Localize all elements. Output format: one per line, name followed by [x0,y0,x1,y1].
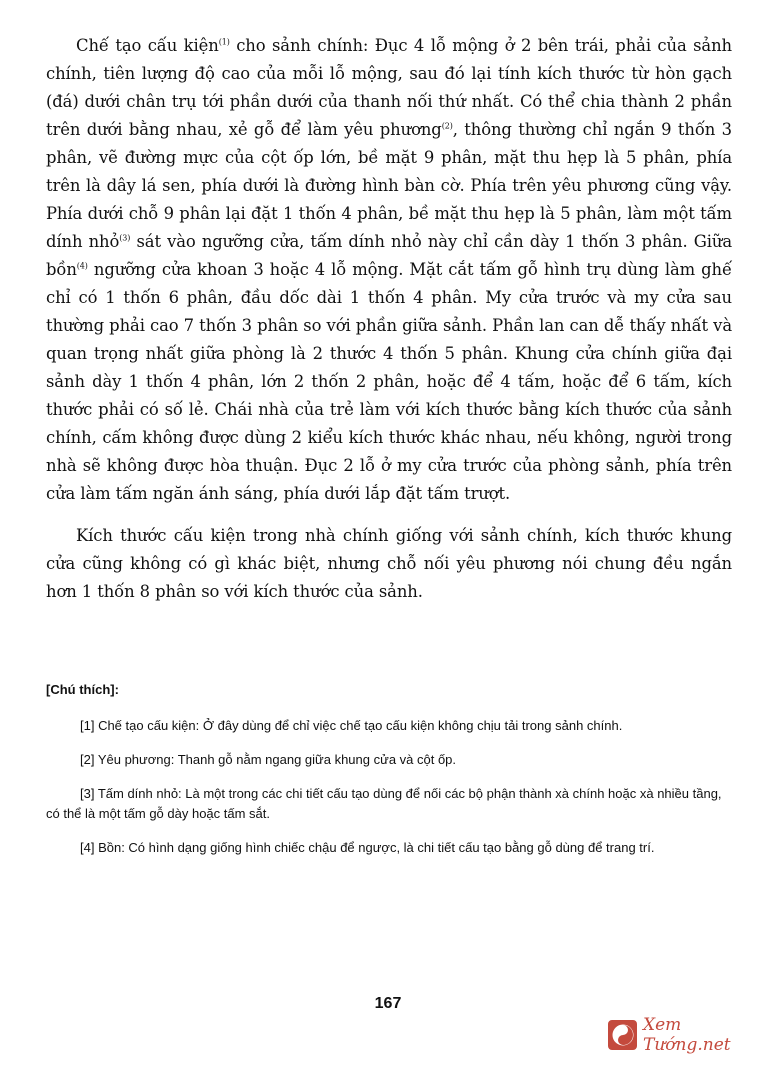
watermark [608,1015,770,1055]
yin-yang-icon [608,1020,637,1050]
footnote-marker-1: (1) [218,37,230,47]
text-run: cho sảnh chính: Đục 4 lỗ mộng ở 2 bên trái, phải của sảnh chính, tiên lượng độ cao của mỗi lỗ mộng, sau đó lại tính kích thước từ hòn gạch (đá) dưới chân trụ tới phần dưới của thanh nối thứ nhất. Có thể chia thành 2 phần trên dưới bằng nhau, xẻ gỗ để làm yêu phương [46,36,732,139]
text-run: Chế tạo cấu kiện [76,36,219,55]
text-run: sát vào ngưỡng cửa, tấm dính nhỏ này chỉ cần dày 1 thốn 3 phân. Giữa bồn [46,232,732,279]
text-run: , thông thường chỉ ngắn 9 thốn 3 phân, vẽ đường mực của cột ốp lớn, bề mặt 9 phân, mặt thu hẹp là 5 phân, phía trên là dây lá sen, phía dưới là đường hình bàn cờ. Phía trên yêu phương cũng vậy. Phía dưới chỗ 9 phân lại đặt 1 thốn 4 phân, bề mặt thu hẹp là 5 phân, làm một tấm dính nhỏ [46,120,732,251]
footnotes-section [46,680,736,872]
watermark-text: Xem Tướng.net [643,1015,731,1055]
footnote-3: [3] Tấm dính nhỏ: Là một trong các chi tiết cấu tạo dùng để nối các bộ phận thành xà chính hoặc xà nhiều tầng, có thể là một tấm gỗ dày hoặc tấm sắt. [46,786,722,821]
footnote-marker-4: (4) [76,261,88,271]
paragraph-1 [46,32,732,508]
footnote-2: [2] Yêu phương: Thanh gỗ nằm ngang giữa khung cửa và cột ốp. [80,752,457,767]
text-run: ngưỡng cửa khoan 3 hoặc 4 lỗ mộng. Mặt cắt tấm gỗ hình trụ dùng làm ghế chỉ có 1 thốn 6 phân, đầu dốc dài 1 thốn 4 phân. My cửa trước và my cửa sau thường phải cao 7 thốn 3 phân so với phần giữa sảnh. Phần lan can dễ thấy nhất và quan trọng nhất giữa phòng là 2 thước 4 thốn 5 phân. Khung cửa chính giữa đại sảnh dày 1 thốn 4 phân, lớn 2 thốn 2 phân, hoặc để 4 tấm, hoặc để 6 tấm, kích thước phải có số lẻ. Chái nhà của trẻ làm với kích thước bằng kích thước của sảnh chính, cấm không được dùng 2 kiểu kích thước khác nhau, nếu không, người trong nhà sẽ không được hòa thuận. Đục 2 lỗ ở my cửa trước của phòng sảnh, phía trên cửa làm tấm ngăn ánh sáng, phía dưới lắp đặt tấm trượt. [46,260,732,503]
footnote-4: [4] Bồn: Có hình dạng giống hình chiếc chậu để ngược, là chi tiết cấu tạo bằng gỗ dùng để trang trí. [80,840,655,855]
footnote-1: [1] Chế tạo cấu kiện: Ở đây dùng để chỉ việc chế tạo cấu kiện không chịu tải trong sảnh chính. [80,718,623,733]
footnotes-title: [Chú thích]: [46,682,119,697]
main-text [46,32,732,620]
footnote-marker-2: (2) [441,121,453,131]
page-number: 167 [374,995,402,1012]
paragraph-2: Kích thước cấu kiện trong nhà chính giống với sảnh chính, kích thước khung cửa cũng không có gì khác biệt, nhưng chỗ nối yêu phương nói chung đều ngắn hơn 1 thốn 8 phân so với kích thước của sảnh. [46,526,732,601]
footnote-marker-3: (3) [119,233,131,243]
